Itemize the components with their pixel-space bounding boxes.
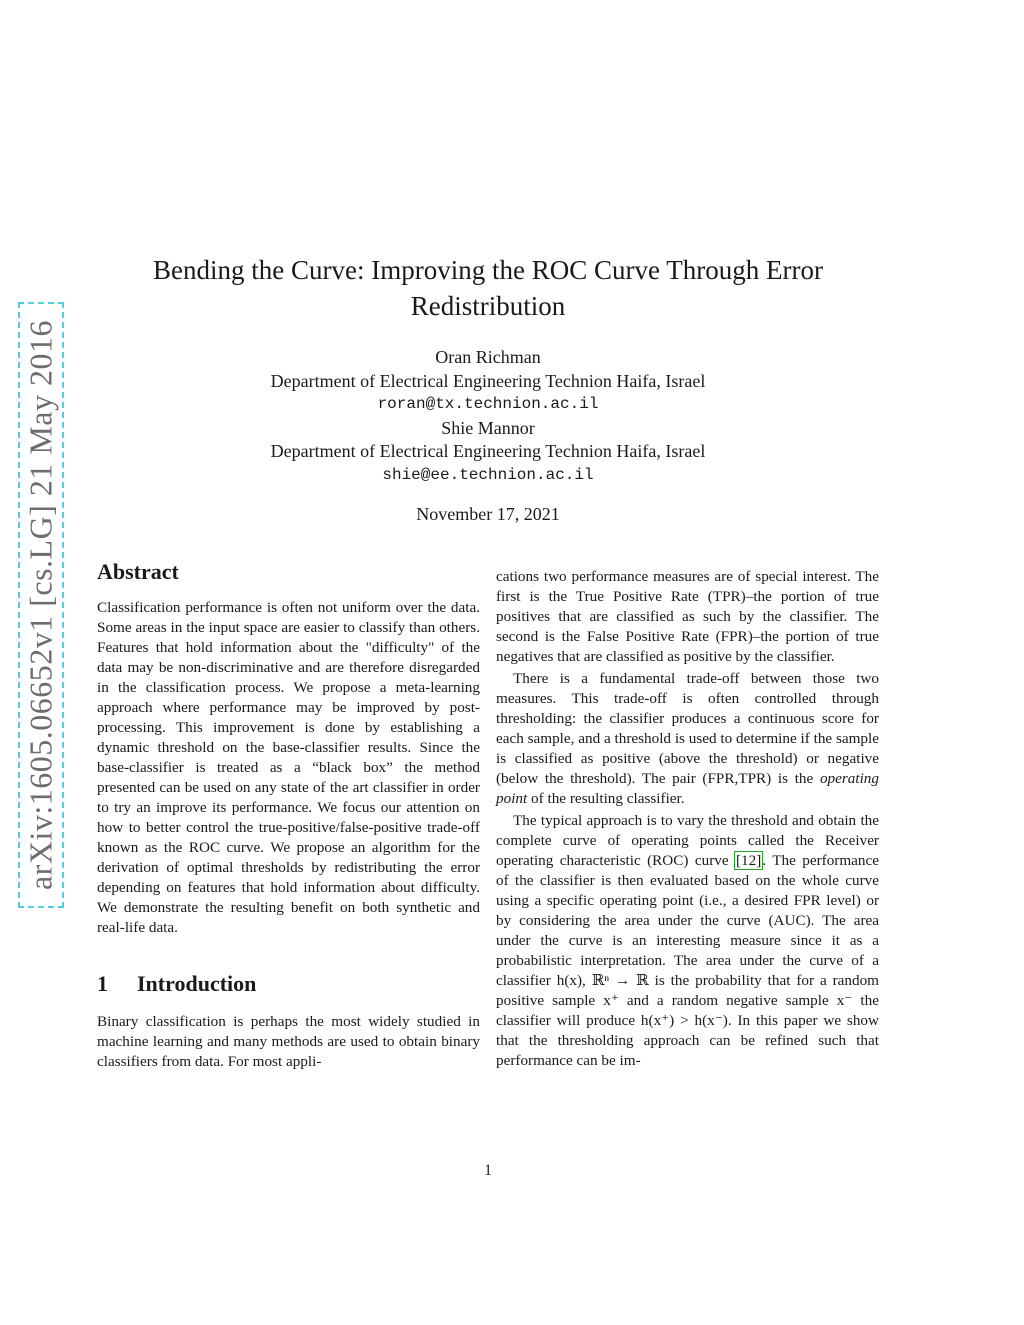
left-column (97, 559, 480, 1072)
arxiv-identifier-stamp[interactable] (18, 302, 64, 908)
title-block (100, 252, 876, 525)
intro-paragraph-left: Binary classification is perhaps the most widely studied in machine learning and many methods are used to obtain binary classifiers from data. For most appli- (97, 1013, 480, 1070)
citation-link[interactable]: [12] (736, 852, 762, 869)
right-column (496, 567, 879, 1071)
author-list (100, 346, 876, 487)
paper-title-line-1: Bending the Curve: Improving the ROC Curve Through Error (153, 255, 823, 285)
paper-title (100, 252, 876, 324)
author-affiliation: Department of Electrical Engineering Technion Haifa, Israel (270, 370, 706, 391)
page-number: 1 (484, 1162, 492, 1179)
section-number: 1 (97, 971, 108, 996)
intro-paragraph-tradeoff (496, 669, 879, 809)
arxiv-identifier-text: arXiv:1605.06652v1 [cs.LG] 21 May 2016 (22, 319, 59, 891)
paper-date: November 17, 2021 (416, 504, 560, 524)
intro-paragraph-roc (496, 811, 879, 1071)
abstract-heading: Abstract (97, 559, 179, 584)
introduction-heading (97, 971, 480, 996)
paper-title-line-2: Redistribution (410, 291, 566, 321)
section-title: Introduction (137, 971, 257, 996)
roc-text-end: . The performance of the classifier is then evaluated based on the whole curve using a specific operating point (i.e., a desired FPR level) or by considering the area under the curve (AUC). The area under the curve is an interesting measure since it as a probabilistic interpretation. The area under the curve of a classifier h(x), ℝⁿ → ℝ is the probability that for a random positive sample x⁺ and a random negative sample x⁻ the classifier will produce h(x⁺) > h(x⁻). In this paper we show that the thresholding approach can be refined such that performance can be im- (496, 852, 879, 1069)
author-affiliation: Department of Electrical Engineering Technion Haifa, Israel (270, 441, 706, 461)
abstract-text: Classification performance is often not uniform over the data. Some areas in the input space are easier to classify than others. Features that hold information about the "difficulty" of the data may be non-discriminative and are therefore disregarded in the classification process. We propose a meta-learning approach where performance may be improved by post-processing. This improvement is done by establishing a dynamic threshold on the base-classifier results. Since the base-classifier is treated as a “black box” the method presented can be used on any state of the art classifier in order to try an improve its performance. We focus our attention on how to better control the true-positive/false-positive trade-off known as the ROC curve. We propose an algorithm for the derivation of optimal thresholds by redistributing the error depending on features that hold information about difficulty. We demonstrate the resulting benefit on both synthetic and real-life data. (97, 599, 480, 936)
author-name: Shie Mannor (441, 417, 535, 438)
author-name: Oran Richman (435, 347, 541, 367)
tradeoff-text-start: There is a fundamental trade-off between those two measures. This trade-off is often controlled through thresholding: the classifier produces a continuous score for each sample, and a threshold is used to determine if the sample is classified as positive (above the threshold) or negative (below the threshold). The pair (FPR,TPR) is the (496, 670, 879, 787)
tradeoff-text-end: of the resulting classifier. (527, 790, 685, 807)
operating-point-term: operating point (496, 770, 879, 807)
author-email[interactable]: shie@ee.technion.ac.il (382, 465, 594, 484)
roc-text-start: The typical approach is to vary the threshold and obtain the complete curve of operating points called the Receiver operating characteristic (ROC) curve (496, 812, 879, 869)
intro-paragraph-continued: cations two performance measures are of special interest. The first is the True Positive Rate (TPR)–the portion of true positives that are classified as such by the classifier. The second is the False Positive Rate (FPR)–the portion of true negatives that are classified as positive by the classifier. (496, 568, 879, 665)
author-email[interactable]: roran@tx.technion.ac.il (377, 395, 599, 413)
